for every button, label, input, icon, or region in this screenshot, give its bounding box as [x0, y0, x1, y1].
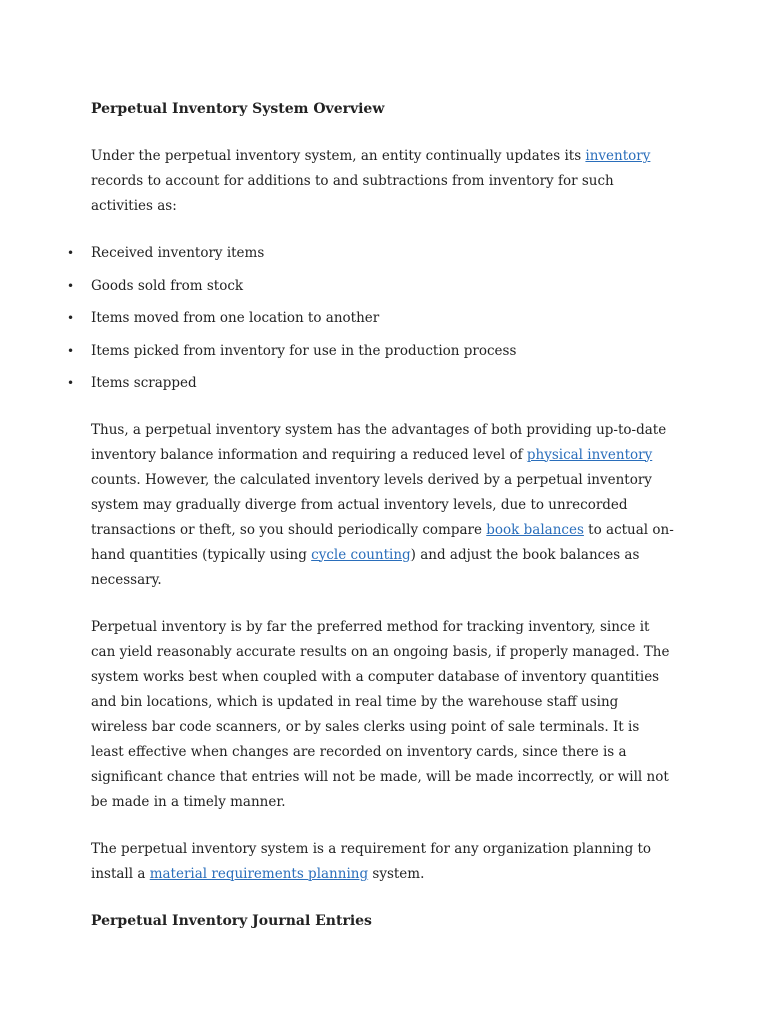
document-body — [67, 97, 676, 934]
list-item — [67, 274, 676, 299]
list-item-text: Goods sold from stock — [91, 277, 244, 294]
paragraph-text: system. — [368, 865, 425, 882]
paragraph-text: The perpetual inventory system is a requirement for any organization planning to install a — [91, 840, 652, 882]
requirement-paragraph — [91, 837, 676, 887]
book-balances-link[interactable]: book balances — [486, 521, 584, 538]
paragraph-text: counts. However, the calculated inventory levels derived by a perpetual inventory system may gradually diverge from actual inventory levels, due to unrecorded transactions or theft, so you should periodically compare — [91, 471, 652, 538]
list-item — [67, 306, 676, 331]
cycle-counting-link[interactable]: cycle counting — [311, 546, 411, 563]
list-item-text: Items moved from one location to another — [91, 310, 380, 326]
activities-list — [67, 241, 676, 396]
paragraph-text: to actual on-hand quantities (typically using — [91, 521, 674, 563]
list-item — [67, 241, 676, 266]
bullet-icon: • — [67, 246, 75, 260]
section-heading-overview: Perpetual Inventory System Overview — [91, 101, 385, 117]
list-item-text: Items picked from inventory for use in the production process — [91, 342, 517, 359]
paragraph-text: ) and adjust the book balances as necessary. — [91, 546, 640, 588]
bullet-icon: • — [67, 311, 75, 325]
physical-inventory-link[interactable]: physical inventory — [526, 446, 653, 463]
bullet-icon: • — [67, 343, 75, 358]
intro-paragraph — [91, 144, 676, 219]
bullet-icon: • — [67, 376, 75, 390]
list-item-text: Received inventory items — [91, 245, 265, 261]
list-item-text: Items scrapped — [91, 375, 197, 391]
list-item — [67, 339, 676, 364]
paragraph-text: Thus, a perpetual inventory system has the advantages of both providing up-to-date inventory balance information and requiring a reduced level of — [91, 421, 667, 463]
section-heading-journal-entries: Perpetual Inventory Journal Entries — [91, 912, 372, 929]
advantages-paragraph — [91, 418, 676, 593]
list-item — [67, 371, 676, 396]
intro-text-before: Under the perpetual inventory system, an entity continually updates its — [91, 148, 586, 164]
bullet-icon: • — [67, 278, 75, 293]
preferred-method-paragraph: Perpetual inventory is by far the preferred method for tracking inventory, since it can yield reasonably accurate results on an ongoing basis, if properly managed. The system works best when coupled with a computer database of inventory quantities and bin locations, which is updated in real time by the warehouse staff using wireless bar code scanners, or by sales clerks using point of sale terminals. It is least effective when changes are recorded on inventory cards, since there is a significant chance that entries will not be made, will be made incorrectly, or will not be made in a timely manner. — [91, 618, 670, 810]
intro-text-after: records to account for additions to and subtractions from inventory for such activities as: — [91, 173, 614, 214]
mrp-link[interactable]: material requirements planning — [149, 865, 369, 882]
inventory-link[interactable]: inventory — [585, 148, 651, 164]
